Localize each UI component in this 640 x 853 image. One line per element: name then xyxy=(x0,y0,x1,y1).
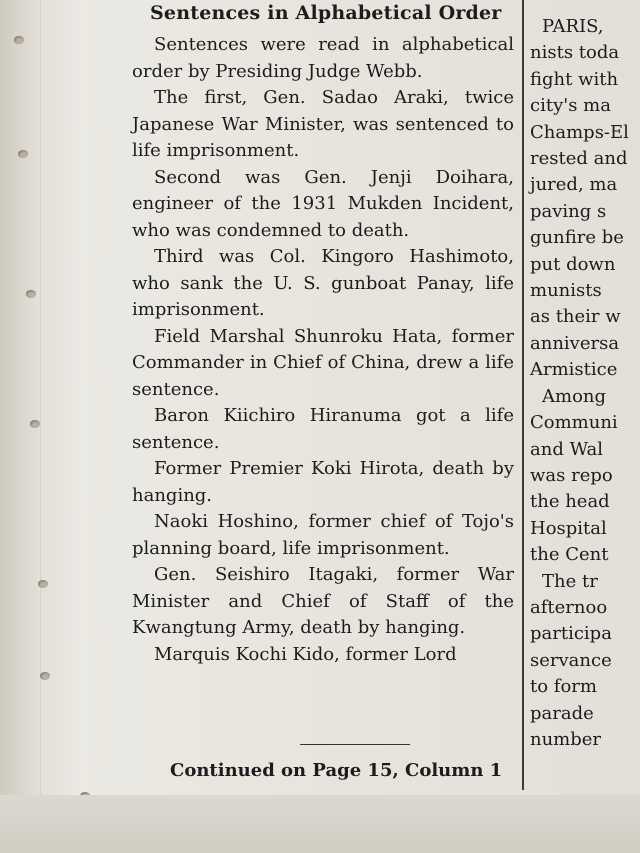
article-paragraph: Third was Col. Kingoro Hashimoto, who sank the U. S. gunboat Panay, life imprisonment. xyxy=(132,246,514,320)
adjacent-line: PARIS, xyxy=(542,16,604,37)
adjacent-line: The tr xyxy=(542,570,598,592)
adjacent-line: munists xyxy=(530,280,602,302)
article-paragraph: Marquis Kochi Kido, former Lord xyxy=(154,643,457,665)
adjacent-line: as their w xyxy=(530,306,621,328)
article-paragraph: The first, Gen. Sadao Araki, twice Japanese War Minister, was sentenced to life imprisonment. xyxy=(132,87,514,161)
adjacent-line: jured, ma xyxy=(530,174,618,196)
article-paragraph: Former Premier Koki Hirota, death by hanging. xyxy=(132,458,514,506)
adjacent-line: to form xyxy=(530,676,597,698)
adjacent-line: the Cent xyxy=(530,544,609,566)
article-column xyxy=(132,0,514,800)
adjacent-line: parade xyxy=(530,702,594,724)
adjacent-line: city's ma xyxy=(530,95,611,117)
continuation-rule xyxy=(300,744,410,745)
adjacent-line: fight with xyxy=(530,68,619,90)
adjacent-line: anniversa xyxy=(530,332,620,354)
adjacent-article-column xyxy=(524,14,640,753)
adjacent-line: Armistice xyxy=(530,359,618,381)
binding-hole xyxy=(18,150,28,158)
binding-hole xyxy=(26,290,36,298)
continued-notice: Continued on Page 15, Column 1 xyxy=(170,760,503,781)
binding-hole xyxy=(14,36,24,44)
article-paragraph: Baron Kiichiro Hiranuma got a life sentence. xyxy=(132,405,514,453)
article-paragraph: Second was Gen. Jenji Doihara, engineer of the 1931 Mukden Incident, who was condemned to death. xyxy=(132,166,514,241)
adjacent-line: nists toda xyxy=(530,42,620,64)
article-paragraph: Field Marshal Shunroku Hata, former Commander in Chief of China, drew a life sentence. xyxy=(132,325,514,400)
adjacent-line: put down xyxy=(530,253,616,275)
adjacent-line: Champs-El xyxy=(530,121,629,143)
adjacent-line: servance xyxy=(530,649,612,671)
adjacent-line: the head xyxy=(530,491,610,513)
torn-edge xyxy=(0,0,41,853)
adjacent-line: Communi xyxy=(530,412,618,434)
binding-hole xyxy=(30,420,40,428)
adjacent-line: Hospital xyxy=(530,517,607,539)
adjacent-line: Among xyxy=(542,385,607,407)
adjacent-line: number xyxy=(530,728,602,750)
adjacent-line: and Wal xyxy=(530,438,603,460)
article-paragraph: Gen. Seishiro Itagaki, former War Minister and Chief of Staff of the Kwangtung Army, death by hanging. xyxy=(132,564,514,638)
article-subheadline: Sentences in Alphabetical Order xyxy=(150,2,502,24)
article-paragraph: Naoki Hoshino, former chief of Tojo's planning board, life imprisonment. xyxy=(132,511,514,559)
article-body xyxy=(132,32,514,668)
binding-hole xyxy=(38,580,48,588)
adjacent-line: rested and xyxy=(530,148,628,170)
adjacent-line: participa xyxy=(530,623,612,645)
page-bottom-margin xyxy=(0,795,640,853)
adjacent-line: was repo xyxy=(530,464,613,486)
adjacent-line: afternoo xyxy=(530,596,608,618)
article-paragraph: Sentences were read in alphabetical order by Presiding Judge Webb. xyxy=(132,34,514,82)
adjacent-line: gunfire be xyxy=(530,227,624,249)
adjacent-line: paving s xyxy=(530,200,607,222)
binding-hole xyxy=(40,672,50,680)
